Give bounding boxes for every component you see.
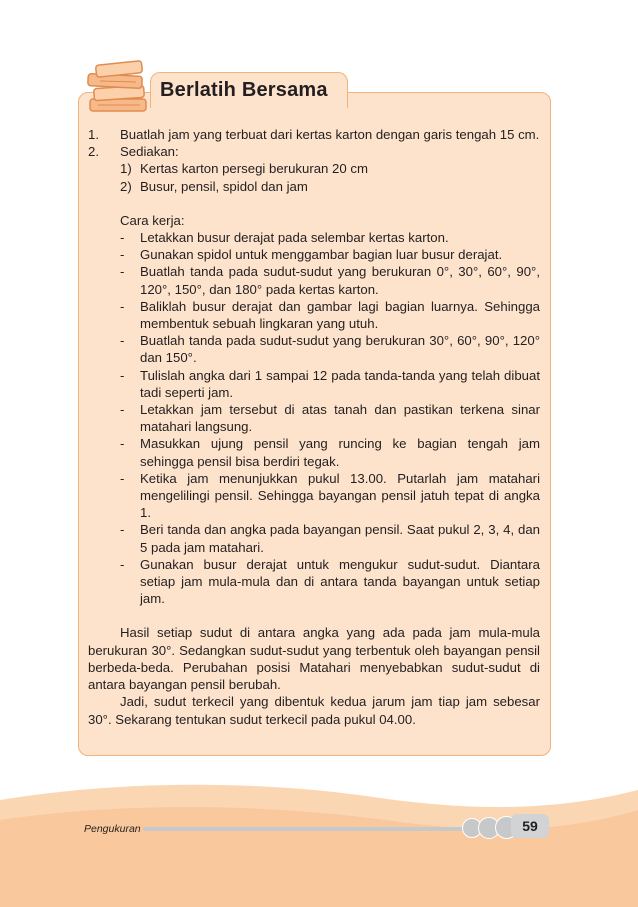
step-item: - Gunakan busur derajat untuk mengukur sudut-sudut. Diantara setiap jam mula-mula dan di antara tanda bayangan untuk setiap jam. xyxy=(120,556,540,607)
step-item: - Buatlah tanda pada sudut-sudut yang berukuran 30°, 60°, 90°, 120° dan 150°. xyxy=(120,333,540,366)
steps-list xyxy=(88,212,540,608)
list-item: 1. Buatlah jam yang terbuat dari kertas karton dengan garis tengah 15 cm. xyxy=(88,127,540,142)
step-item: - Letakkan jam tersebut di atas tanah dan pastikan terkena sinar matahari langsung. xyxy=(120,402,540,435)
step-item: - Tulislah angka dari 1 sampai 12 pada tanda-tanda yang telah dibuat tadi seperti jam. xyxy=(120,367,540,400)
step-item: - Masukkan ujung pensil yang runcing ke bagian tengah jam sehingga pensil bisa berdiri tegak. xyxy=(120,436,540,469)
materials-list xyxy=(88,160,540,194)
section-title: Berlatih Bersama xyxy=(160,79,328,101)
footer-rule xyxy=(143,827,473,831)
material-item: 2) Busur, pensil, spidol dan jam xyxy=(120,178,308,194)
books-icon xyxy=(84,55,154,117)
result-paragraph: Hasil setiap sudut di antara angka yang ada pada jam mula-mula berukuran 30°. Sedangkan sudut-sudut yang terbentuk oleh bayangan pensil berbeda-beda. Perubahan posisi Matahari menyebabkan sudut-sudut di antara bayangan pensil berubah. xyxy=(88,625,540,693)
step-item: - Baliklah busur derajat dan gambar lagi bagian luarnya. Sehingga membentuk sebuah lingkaran yang utuh. xyxy=(120,298,540,332)
step-item: - Gunakan spidol untuk menggambar bagian luar busur derajat. xyxy=(120,247,503,263)
step-item: - Beri tanda dan angka pada bayangan pensil. Saat pukul 2, 3, 4, dan 5 pada jam matahari. xyxy=(120,522,540,555)
page-number-badge xyxy=(511,814,549,838)
chapter-name: Pengukuran xyxy=(84,823,141,835)
step-item: - Letakkan busur derajat pada selembar kertas karton. xyxy=(120,230,449,246)
page-number: 59 xyxy=(522,818,538,834)
conclusion-paragraph: Jadi, sudut terkecil yang dibentuk kedua jarum jam tiap jam sebesar 30°. Sekarang tentukan sudut terkecil pada pukul 04.00. xyxy=(88,694,540,727)
step-item: - Ketika jam menunjukkan pukul 13.00. Putarlah jam matahari mengelilingi pensil. Sehingga bayangan pensil jatuh tepat di angka 1. xyxy=(120,470,540,521)
step-item: - Buatlah tanda pada sudut-sudut yang berukuran 0°, 30°, 60°, 90°, 120°, 150°, dan 180° pada kertas karton. xyxy=(120,264,540,297)
exercise-content xyxy=(88,126,540,728)
list-item: 2. Sediakan: xyxy=(88,144,179,160)
bottom-wave-decoration xyxy=(0,780,638,907)
material-item: 1) Kertas karton persegi berukuran 20 cm xyxy=(120,161,368,177)
steps-title: Cara kerja: xyxy=(120,212,185,228)
